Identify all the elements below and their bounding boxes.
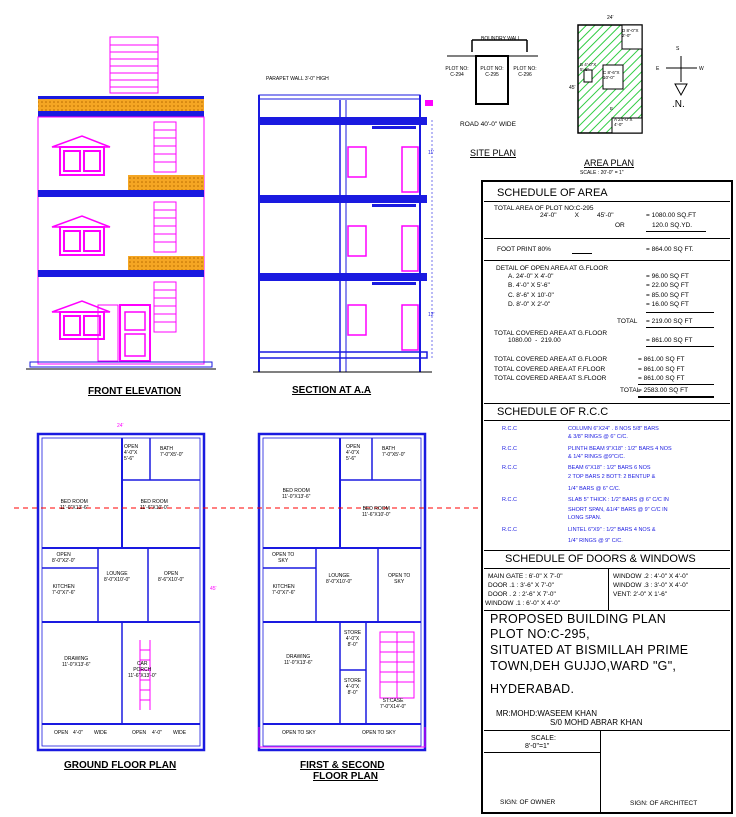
covered-g-value: = 861.00 SQ FT [646,337,693,344]
title-line-2: PLOT NO:C-295, [490,627,590,641]
area-label-a: A 24'-0"X 4'-0" [614,117,633,127]
uf-bottom-sky1: OPEN TO SKY [282,730,316,736]
covered-row-1-label: TOTAL COVERED AREA AT G.FLOOR [494,356,608,363]
gf-bed2: BED ROOM 11'-6"X10'-0" [140,499,169,511]
uf-sky2: OPEN TO SKY [388,573,411,585]
uf-lounge: LOUNGE 8'-0"X10'-0" [326,573,353,585]
rcc-5-line-2: 1/4" RINGS @ 9" C/C. [568,538,623,544]
open-b-value: = 22.00 SQ FT [646,282,689,289]
underline [646,231,706,232]
door-left-1: MAIN GATE : 6'-0" X 7'-0" [488,573,563,580]
rcc-2-line-1: PLINTH BEAM 9"X18" : 1/2" BARS 4 NOS [568,446,672,452]
open-a-label: A. 24'-0" X 4'-0" [508,273,554,280]
gf-drawing: DRAWING 11'-0"X13'-6" [62,656,91,668]
site-plan-title: SITE PLAN [470,148,517,158]
area-width: 24' [607,15,614,21]
uf-drawing: DRAWING 11'-0"X13'-6" [284,654,313,666]
divider [608,568,609,610]
section-title: SECTION AT A.A [292,385,372,396]
front-elevation-title: FRONT ELEVATION [88,386,181,397]
area-label-b: B 4'-0"X 5'-6" [580,62,597,72]
compass-s: S [676,46,680,52]
door-left-3: DOOR . 2 : 2'-6" X 7'-0" [488,591,556,598]
gf-bottom-dim1: 4'-0" [73,730,83,736]
underline [572,253,592,254]
compass-e: E [656,66,660,72]
divider [484,238,730,239]
gf-bottom-wide1: WIDE [94,730,108,736]
open-total-label: TOTAL [617,318,638,325]
title-line-1: PROPOSED BUILDING PLAN [490,612,667,626]
uf-open-b: OPEN 4'-0"X 5'-6" [346,444,361,462]
uf-title-2: FLOOR PLAN [313,771,378,782]
scale-label: SCALE: [531,735,556,742]
plot-label-295: PLOT NO: C-295 [480,66,504,78]
open-total-value: = 219.00 SQ FT [646,318,693,325]
gf-bottom-dim2: 4'-0" [152,730,162,736]
door-left-4: WINDOW .1 : 6'-0" X 4'-0" [485,600,560,607]
uf-sky1: OPEN TO SKY [272,552,295,564]
scale-value: 8'-0"=1" [525,743,550,750]
rcc-schedule-title: SCHEDULE OF R.C.C [497,406,609,418]
door-right-3: VENT: 2'-0" X 1'-6" [613,591,668,598]
rcc-4-line-2: SHORT SPAN, &1/4" BARS @ 9" C/C IN [568,507,668,513]
front-elevation [26,37,216,369]
open-detail-label: DETAIL OF OPEN AREA AT G.FLOOR [496,265,609,272]
sign-owner: SIGN: OF OWNER [500,799,556,806]
open-d-label: D. 8'-0" X 2'-0" [508,301,551,308]
area-label-e: E [610,106,614,111]
divider [484,550,730,551]
rcc-3-line-2: 2 TOP BARS 2 BOTT: 2 BENTUP & [568,474,656,480]
total-area-or: OR [615,222,625,229]
gf-open-c: OPEN 8'-6"X10'-0" [158,571,185,583]
north-label: .N. [672,99,685,110]
gf-depth: 45' [210,586,217,592]
uf-title-1: FIRST & SECOND [300,760,385,771]
boundary-label: BOUNDRY WALL [481,36,521,42]
area-plan-scale: SCALE : 20'-0" = 1" [580,170,624,176]
covered-row-1-value: = 861.00 SQ FT [638,356,685,363]
gf-bottom-open1: OPEN [54,730,69,736]
section-dim-12: 12' [428,312,435,318]
rcc-2-line-2: & 1/4" RINGS @9"C/C. [568,454,625,460]
open-a-value: = 96.00 SQ FT [646,273,689,280]
rcc-tag-2: R.C.C [502,446,517,452]
section-aa [253,95,433,372]
grand-total-label: TOTAL [620,387,641,394]
uf-bottom-sky2: OPEN TO SKY [362,730,396,736]
gf-width: 24' [117,423,124,429]
rcc-4-line-3: LONG SPAN. [568,515,602,521]
rcc-3-line-1: BEAM 6"X18" : 1/2" BARS 6 NOS [568,465,651,471]
divider [600,730,601,814]
title-line-3: SITUATED AT BISMILLAH PRIME [490,643,689,657]
owner-name: MR:MOHD:WASEEM KHAN [496,709,598,718]
divider [484,403,730,404]
open-c-label: C. 8'-6" X 10'-0" [508,292,554,299]
total-area-dims: 24'-0" X 45'-0" [540,212,614,219]
parapet-note: PARAPET WALL 3'-0" HIGH [266,76,329,82]
uf-bed1: BED ROOM 11'-0"X13'-6" [282,488,311,500]
underline [646,327,714,328]
grand-total-value: = 2583.00 SQ FT [638,387,689,394]
gf-bottom-open2: OPEN [132,730,147,736]
total-area-sqft: = 1080.00 SQ.FT [646,212,697,219]
area-label-c: C 8'-6"X 10'-0" [603,70,620,80]
area-plan-title: AREA PLAN [584,158,635,168]
gf-title: GROUND FLOOR PLAN [64,760,177,771]
gf-bottom-wide2: WIDE [173,730,187,736]
gf-open-b: OPEN 4'-0"X 5'-6" [124,444,139,462]
rcc-4-line-1: SLAB 5" THICK : 1/2" BARS @ 6" C/C IN [568,497,669,503]
underline [646,346,714,347]
rcc-3-line-3: 1/4" BARS @ 6" C/C. [568,486,621,492]
owner-father: S/0 MOHD ABRAR KHAN [550,718,643,727]
rcc-1-line-1: COLUMN 6"X24" . 8 NOS 5/8" BARS [568,426,659,432]
footprint-label: FOOT PRINT 80% [497,246,551,253]
rcc-tag-1: R.C.C [502,426,517,432]
area-schedule-title: SCHEDULE OF AREA [497,187,608,199]
uf-bed2: BED ROOM 11'-6"X10'-0" [362,506,391,518]
gf-kitchen: KITCHEN 7'-0"X7'-6" [52,584,76,596]
door-right-1: WINDOW .2 : 4'-0" X 4'-0" [613,573,688,580]
compass-w: W [699,66,704,72]
open-d-value: = 16.00 SQ FT [646,301,689,308]
rcc-tag-5: R.C.C [502,527,517,533]
divider [484,610,730,611]
uf-store1: STORE 4'-0"X 8'-0" [344,630,362,648]
area-depth: 45' [569,85,576,91]
underline [638,384,714,385]
uf-bath: BATH 7'-0"X5'-0" [382,446,406,458]
gf-bed1: BED ROOM 11'-0"X13'-6" [60,499,89,511]
covered-g-label: TOTAL COVERED AREA AT G.FLOOR [494,330,608,337]
title-line-4: TOWN,DEH GUJJO,WARD "G", [490,659,677,673]
uf-store2: STORE 4'-0"X 8'-0" [344,678,362,696]
total-area-label: TOTAL AREA OF PLOT NO:C-295 [494,205,594,212]
open-b-label: B. 4'-0" X 5'-6" [508,282,550,289]
gf-lounge: LOUNGE 8'-0"X10'-0" [104,571,131,583]
doors-schedule-title: SCHEDULE OF DOORS & WINDOWS [505,553,696,565]
plot-label-294: PLOT NO: C-294 [445,66,469,78]
covered-row-2-label: TOTAL COVERED AREA AT F.FLOOR [494,366,606,373]
rcc-1-line-2: & 3/8" RINGS @ 6" C/C. [568,434,628,440]
rcc-tag-3: R.C.C [502,465,517,471]
area-label-d: D 8'-0"X 2'-0" [622,28,639,38]
gf-open-d: OPEN 8'-0"X2'-0" [52,552,76,564]
open-c-value: = 85.00 SQ FT [646,292,689,299]
uf-stcase: ST:CASE 7'-0"X14'-0" [380,698,407,710]
divider [484,752,600,753]
total-area-sqyd: 120.0 SQ.YD. [652,222,693,229]
uf-kitchen: KITCHEN 7'-0"X7'-6" [272,584,296,596]
divider [484,568,730,569]
covered-g-calc: 1080.00 - 219.00 [508,337,561,344]
rcc-tag-4: R.C.C [502,497,517,503]
rcc-5-line-1: LINTEL 6"X9" : 1/2" BARS 4 NOS & [568,527,656,533]
title-line-5: HYDERABAD. [490,682,575,696]
door-left-2: DOOR .1 : 3'-6" X 7'-0" [488,582,554,589]
gf-car-porch: CAR PORCH 11'-6"X13'-0" [128,661,157,679]
divider [484,201,730,202]
covered-row-3-value: = 861.00 SQ FT [638,375,685,382]
covered-row-2-value: = 861.00 SQ FT [638,366,685,373]
divider [484,420,730,421]
door-right-2: WINDOW .3 : 3'-0" X 4'-0" [613,582,688,589]
divider [484,260,730,261]
road-label: ROAD 40'-0" WIDE [460,121,516,128]
footprint-value: = 864.00 SQ FT. [646,246,694,253]
gf-bath: BATH 7'-0"X5'-0" [160,446,184,458]
underline [638,396,714,398]
sign-architect: SIGN: OF ARCHITECT [630,800,698,807]
covered-row-3-label: TOTAL COVERED AREA AT S.FLOOR [494,375,607,382]
divider [484,730,730,731]
underline [646,312,714,313]
plot-label-296: PLOT NO: C-296 [513,66,537,78]
section-dim-11: 11' [428,150,435,156]
